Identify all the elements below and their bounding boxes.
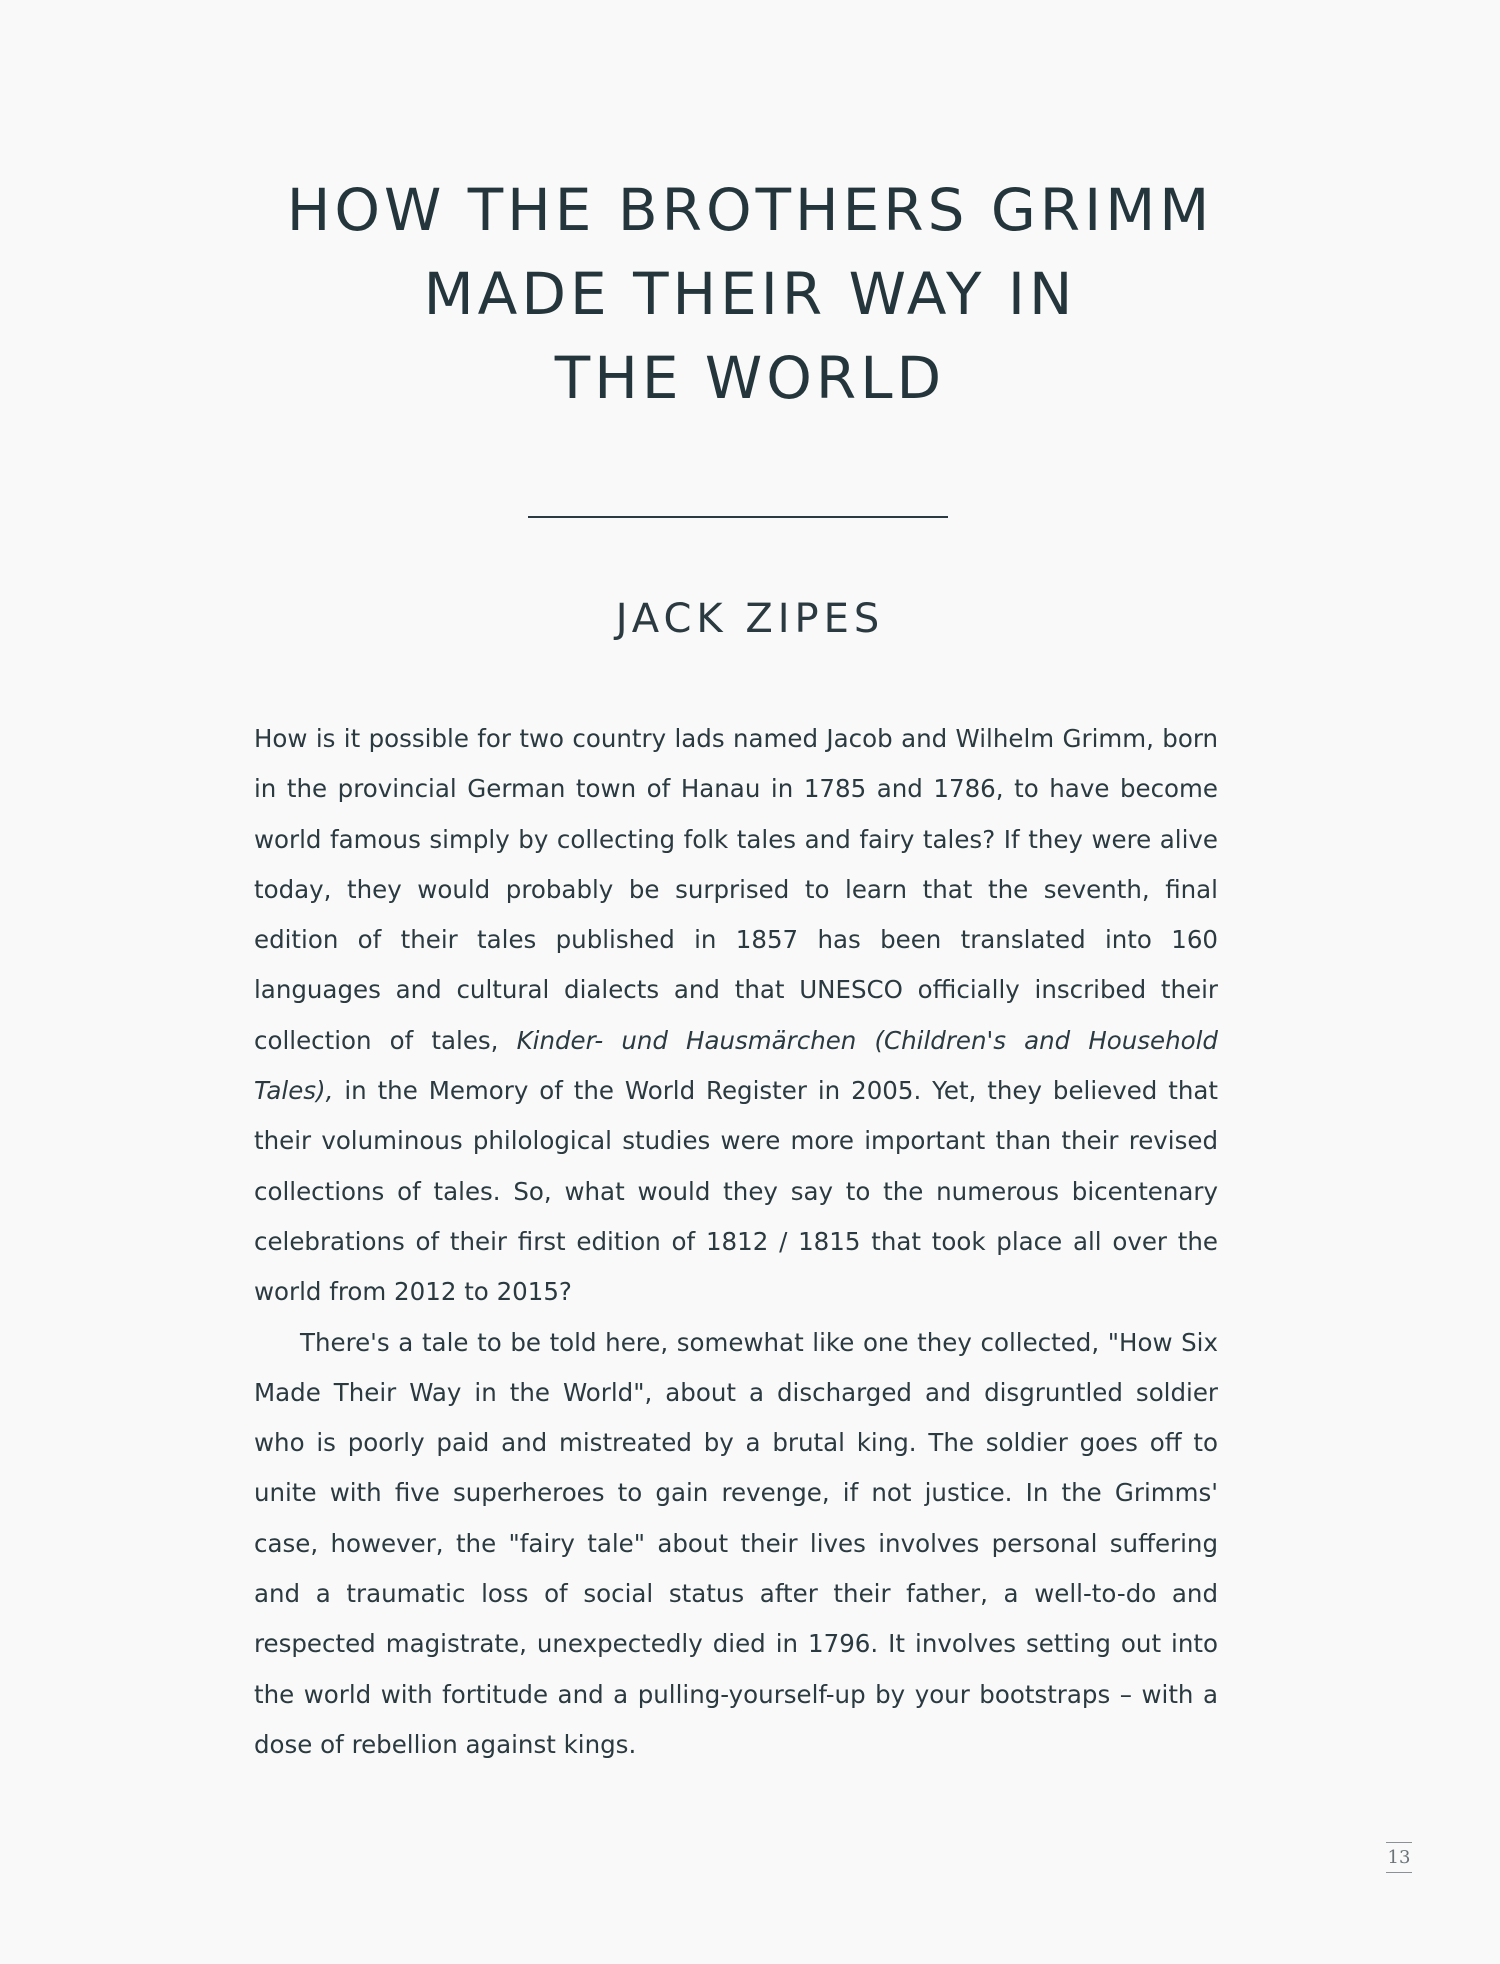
page-number: 13: [1386, 1842, 1412, 1873]
paragraph-1: [254, 714, 1218, 1318]
chapter-title-line-3: THE WORLD: [554, 344, 946, 412]
paragraph-1-part-2: in the Memory of the World Register in 2005. Yet, they believed that their voluminous philological studies were more important than their revised collections of tales. So, what would they say to the numerous bicentenary celebrations of their first edition of 1812 / 1815 that took place all over the world from 2012 to 2015?: [254, 1076, 1218, 1307]
chapter-title-line-2: MADE THEIR WAY IN: [423, 260, 1077, 328]
paragraph-2: There's a tale to be told here, somewhat like one they collected, "How Six Made Their Way in the World", about a discharged and disgruntled soldier who is poorly paid and mistreated by a brutal king. The soldier goes off to unite with five superheroes to gain revenge, if not justice. In the Grimms' case, however, the "fairy tale" about their lives involves personal suffering and a traumatic loss of social status after their father, a well-to-do and respected magistrate, unexpectedly died in 1796. It involves setting out into the world with fortitude and a pulling-yourself-up by your bootstraps – with a dose of rebellion against kings.: [254, 1327, 1218, 1759]
title-divider: [528, 516, 948, 518]
paragraph-1-part-1: How is it possible for two country lads named Jacob and Wilhelm Grimm, born in the provincial German town of Hanau in 1785 and 1786, to have become world famous simply by collecting folk tales and fairy tales? If they were alive today, they would probably be surprised to learn that the seventh, final edition of their tales published in 1857 has been translated into 160 languages and cultural dialects and that UNESCO officially inscribed their collection of tales,: [254, 724, 1218, 1055]
chapter-title: [0, 168, 1500, 420]
book-title-italic: Kinder- und Hausmärchen (Children's and Household Tales),: [254, 1025, 1218, 1106]
author-name: JACK ZIPES: [615, 596, 885, 642]
body-text: [254, 714, 1218, 1770]
chapter-title-line-1: HOW THE BROTHERS GRIMM: [286, 176, 1214, 244]
